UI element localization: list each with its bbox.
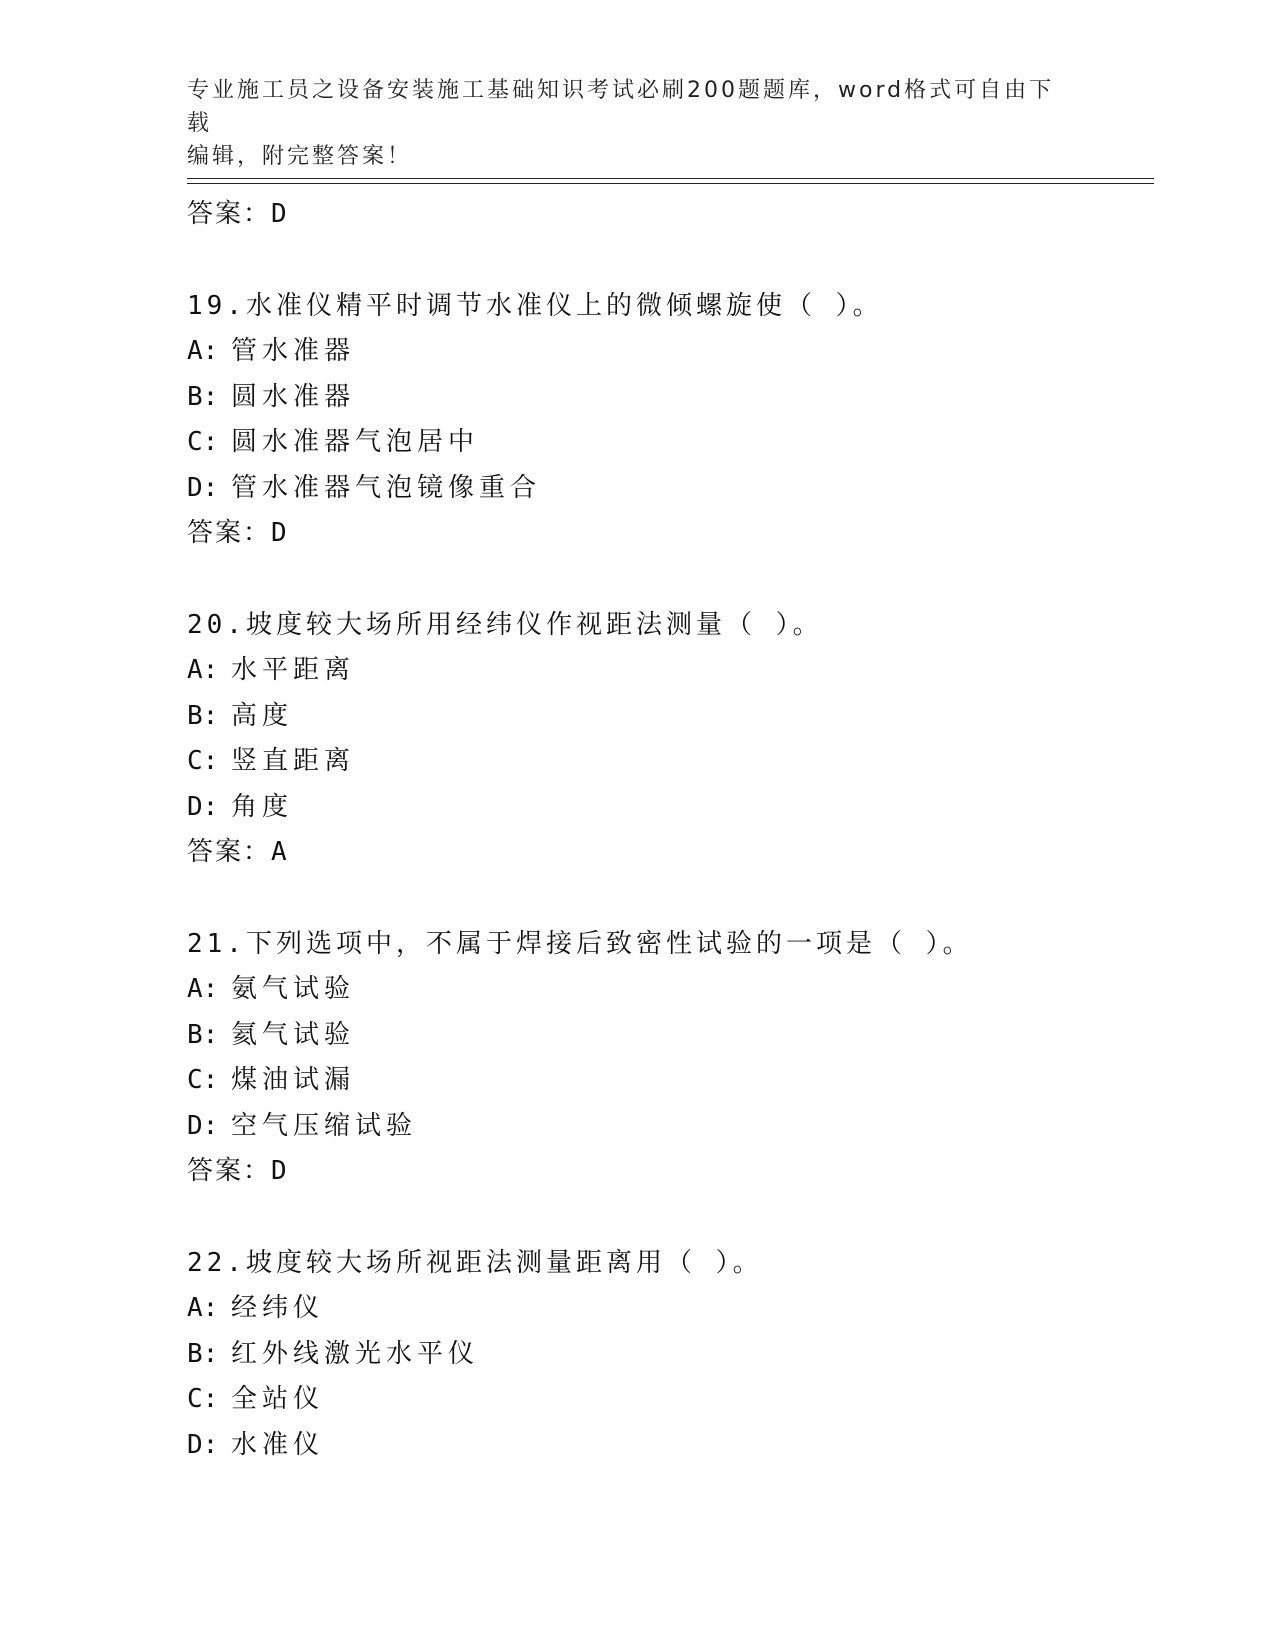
question-block: [187, 284, 1154, 556]
question-stem: 22.坡度较大场所视距法测量距离用（ ）。: [187, 1248, 763, 1278]
option-text: 红外线激光水平仪: [231, 1338, 480, 1369]
option-key: C:: [187, 1065, 219, 1095]
option-key: B:: [187, 381, 219, 412]
question-stem: 19.水准仪精平时调节水准仪上的微倾螺旋使（ ）。: [187, 291, 883, 321]
header-line-1: 专业施工员之设备安装施工基础知识考试必刷200题题库，word格式可自由下载: [187, 78, 1055, 136]
option-text: 空气压缩试验: [231, 1110, 418, 1141]
option-text: 水准仪: [231, 1429, 325, 1460]
option-text: 竖直距离: [231, 746, 356, 776]
option-d: [187, 1104, 1154, 1150]
answer-label: 答案：: [187, 199, 272, 229]
option-key: A:: [187, 1293, 219, 1323]
page-header: [187, 74, 1067, 173]
question-list: [187, 192, 1154, 1468]
header-divider-bottom: [187, 183, 1154, 184]
option-a: [187, 329, 1154, 375]
option-key: B:: [187, 700, 219, 731]
question-block: [187, 922, 1154, 1194]
option-c: [187, 420, 1154, 466]
option-text: 煤油试漏: [231, 1065, 356, 1095]
option-c: [187, 1377, 1154, 1423]
option-text: 高度: [231, 700, 294, 731]
option-c: [187, 739, 1154, 785]
header-divider-top: [187, 178, 1154, 179]
option-text: 管水准器: [231, 336, 356, 366]
option-a: [187, 967, 1154, 1013]
question-stem: 21.下列选项中，不属于焊接后致密性试验的一项是（ ）。: [187, 929, 973, 959]
answer-label: 答案：: [187, 1156, 272, 1186]
question-stem: 20.坡度较大场所用经纬仪作视距法测量（ ）。: [187, 610, 823, 640]
option-text: 水平距离: [231, 655, 356, 685]
answer-value: A: [271, 837, 289, 867]
option-b: [187, 1013, 1154, 1059]
option-text: 角度: [231, 791, 294, 822]
option-key: C:: [187, 1384, 219, 1414]
option-key: A:: [187, 974, 219, 1004]
option-text: 管水准器气泡镜像重合: [231, 472, 542, 503]
answer-value: D: [271, 1156, 289, 1186]
option-key: D:: [187, 472, 219, 503]
answer-line: [187, 830, 1154, 875]
option-key: D:: [187, 1110, 219, 1141]
option-text: 氨气试验: [231, 974, 356, 1004]
question-block: [187, 603, 1154, 875]
option-b: [187, 694, 1154, 740]
option-text: 圆水准器气泡居中: [231, 427, 480, 457]
option-key: D:: [187, 1429, 219, 1460]
answer-label: 答案：: [187, 837, 272, 867]
option-key: B:: [187, 1338, 219, 1369]
option-text: 全站仪: [231, 1384, 325, 1414]
option-text: 经纬仪: [231, 1293, 325, 1323]
option-d: [187, 1423, 1154, 1469]
answer-line: [187, 192, 1154, 237]
option-c: [187, 1058, 1154, 1104]
option-b: [187, 1332, 1154, 1378]
option-key: C:: [187, 427, 219, 457]
header-line-2: 编辑，附完整答案！: [187, 144, 413, 169]
option-b: [187, 375, 1154, 421]
question-block: [187, 1241, 1154, 1468]
answer-value: D: [271, 518, 289, 548]
option-d: [187, 785, 1154, 831]
answer-label: 答案：: [187, 518, 272, 548]
option-key: A:: [187, 655, 219, 685]
option-a: [187, 648, 1154, 694]
option-text: 氦气试验: [231, 1019, 356, 1050]
option-key: C:: [187, 746, 219, 776]
option-d: [187, 466, 1154, 512]
option-text: 圆水准器: [231, 381, 356, 412]
option-key: A:: [187, 336, 219, 366]
option-key: B:: [187, 1019, 219, 1050]
answer-value: D: [271, 199, 289, 229]
option-a: [187, 1286, 1154, 1332]
answer-line: [187, 511, 1154, 556]
answer-line: [187, 1149, 1154, 1194]
option-key: D:: [187, 791, 219, 822]
